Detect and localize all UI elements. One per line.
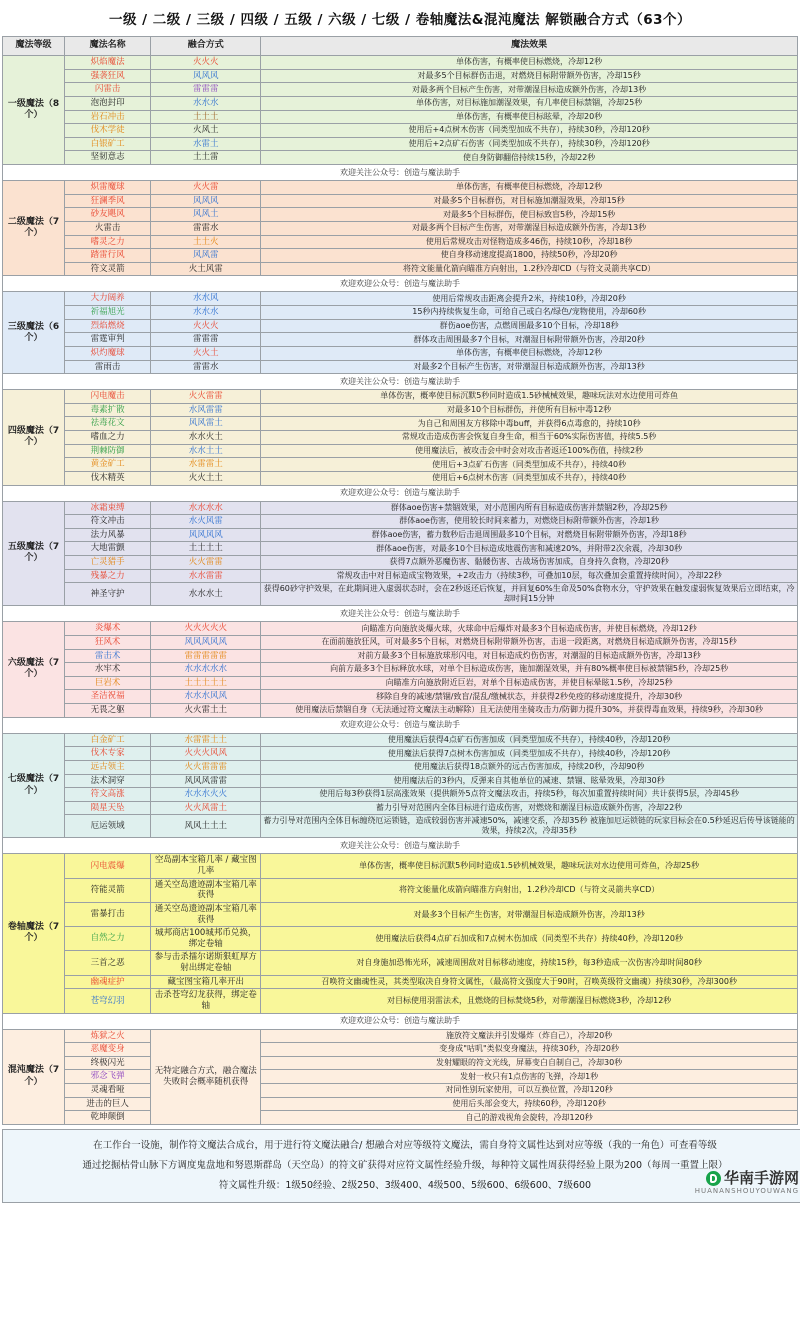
magic-effect: 向瞄准方向施放附近巨岩，对单个目标造成伤害，并使目标晕眩1.5秒，冷却25秒 — [261, 676, 798, 690]
table-row — [3, 733, 798, 747]
magic-effect: 对最多10个目标群伤，并使所有目标中毒12秒 — [261, 403, 798, 417]
table-row — [3, 124, 798, 138]
magic-name: 圣洁祝福 — [65, 690, 151, 704]
magic-effect: 对最多5个目标群伤击退，对燃烧目标附带额外伤害，冷却15秒 — [261, 69, 798, 83]
fusion-method: 雷雷水 — [151, 360, 261, 374]
fusion-method: 藏宝图宝箱几率开出 — [151, 975, 261, 989]
fusion-method: 土土土土 — [151, 542, 261, 556]
magic-name: 符文高涨 — [65, 788, 151, 802]
magic-effect: 对最多2个目标产生伤害，对带潮湿目标造成额外伤害，冷却13秒 — [261, 360, 798, 374]
fusion-method: 土土土 — [151, 110, 261, 124]
fusion-method: 火火土 — [151, 346, 261, 360]
magic-effect: 使用后每3秒获得1层高涨效果（提供额外5点符文魔法攻击，持续5秒，每次加重置持续时间）共计获得5层，冷却45秒 — [261, 788, 798, 802]
table-row — [3, 690, 798, 704]
table-row — [3, 774, 798, 788]
watermark-title: 华南手游网 — [695, 1169, 799, 1188]
magic-effect: 对最多5个目标群伤，使目标致盲5秒，冷却15秒 — [261, 208, 798, 222]
table-row — [3, 417, 798, 431]
promo-row — [3, 1013, 798, 1029]
table-row — [3, 346, 798, 360]
magic-effect: 发射耀眼的符文光线，屏幕变白自制自己，冷却30秒 — [261, 1056, 798, 1070]
fusion-method: 水水水风风 — [151, 690, 261, 704]
magic-name: 伐木专家 — [65, 747, 151, 761]
page-title: 一级 / 二级 / 三级 / 四级 / 五级 / 六级 / 七级 / 卷轴魔法&混沌魔法 解锁融合方式（63个） — [108, 12, 692, 28]
level-cell: 一级魔法（8个） — [3, 56, 65, 165]
promo-row — [3, 374, 798, 390]
fusion-method: 雷雷水 — [151, 221, 261, 235]
level-cell: 七级魔法（7个） — [3, 733, 65, 838]
magic-name: 岩石冲击 — [65, 110, 151, 124]
promo-row — [3, 485, 798, 501]
fusion-method: 风风风风风 — [151, 635, 261, 649]
table-row — [3, 262, 798, 276]
table-row — [3, 96, 798, 110]
fusion-method: 火火火风风 — [151, 747, 261, 761]
magic-effect: 使用魔法后的3秒内，反弹来自其他单位的减速、禁锢、眩晕效果，冷却30秒 — [261, 774, 798, 788]
magic-effect: 将符文能量化成箭向瞄准方向射出，1.2秒冷却CD（与符文灵箭共享CD） — [261, 878, 798, 902]
magic-effect: 使用后常规攻击距离会提升2米，持续10秒，冷却20秒 — [261, 292, 798, 306]
table-row — [3, 151, 798, 165]
fusion-method: 水火风雷 — [151, 515, 261, 529]
magic-name: 烈焰燃烧 — [65, 319, 151, 333]
magic-name: 厄运领域 — [65, 815, 151, 838]
magic-effect: 群体攻击周围最多7个目标，对潮湿目标附带额外伤害，冷却20秒 — [261, 333, 798, 347]
fusion-method: 水水水 — [151, 306, 261, 320]
magic-effect: 对最多两个目标产生伤害，对带潮湿目标造成额外伤害，冷却13秒 — [261, 83, 798, 97]
promo-text: 欢迎欢迎公众号：创造与魔法助手 — [3, 276, 798, 292]
fusion-method: 参与击杀擂尔诺斯狠虹厚方射出绑定卷轴 — [151, 951, 261, 975]
magic-effect: 使用魔法后获得4点矿石加成和7点树木伤加成（同类型不共存）持续40秒，冷却120秒 — [261, 927, 798, 951]
table-row — [3, 583, 798, 606]
magic-effect: 群体aoe伤害+禁锢效果，对小范围内所有目标造成伤害并禁锢2秒，冷却25秒 — [261, 501, 798, 515]
promo-row — [3, 838, 798, 854]
table-row — [3, 1043, 798, 1057]
promo-row — [3, 165, 798, 181]
watermark-subtitle: HUANANSHOUYOUWANG — [694, 1187, 799, 1196]
magic-name: 闪雷击 — [65, 83, 151, 97]
fusion-method: 水水水火火 — [151, 788, 261, 802]
magic-effect: 群体aoe伤害，使用较长时间来蓄力，对燃烧目标附带额外伤害，冷却1秒 — [261, 515, 798, 529]
magic-effect: 蓄力引导对范围内全体目标缠绕厄运锁链，造成较弱伤害并减速50%，减速交系，冷却35秒 被施加厄运锁链的玩家目标会在0.5秒延迟后传导该链能的效果，持续2次，冷却35秒 — [261, 815, 798, 838]
fusion-method: 无特定融合方式，融合魔法失败时会概率随机获得 — [151, 1029, 261, 1124]
magic-name: 伐木精英 — [65, 471, 151, 485]
fusion-method: 火火火火火 — [151, 622, 261, 636]
table-row — [3, 444, 798, 458]
fusion-method: 风风土土土 — [151, 815, 261, 838]
table-row — [3, 542, 798, 556]
table-row — [3, 458, 798, 472]
promo-row — [3, 606, 798, 622]
watermark — [695, 1168, 799, 1198]
fusion-method: 城邦商店100城邦币兑换，绑定卷轴 — [151, 927, 261, 951]
magic-effect: 15秒内持续恢复生命，可给自己或白名/绿色/宠物使用，冷却60秒 — [261, 306, 798, 320]
table-row — [3, 501, 798, 515]
table-row — [3, 760, 798, 774]
fusion-method: 水水风 — [151, 292, 261, 306]
magic-name: 乾坤颠倒 — [65, 1111, 151, 1125]
table-row — [3, 471, 798, 485]
magic-effect: 发射一枚只有1点伤害的飞弹，冷却1秒 — [261, 1070, 798, 1084]
magic-effect: 使用后+4点树木伤害（同类型加成不共存），持续30秒，冷却120秒 — [261, 124, 798, 138]
magic-effect: 单体伤害，有概率使目标燃烧，冷却12秒 — [261, 181, 798, 195]
fusion-method: 通关空岛遗迹副本宝箱几率获得 — [151, 902, 261, 926]
magic-name: 毒素扩散 — [65, 403, 151, 417]
fusion-method: 水水土土 — [151, 444, 261, 458]
table-row — [3, 1097, 798, 1111]
table-row — [3, 902, 798, 926]
magic-effect: 获得60砂守护效果，在此期间进入虚弱状态时，会在2秒返还后恢复，并回复60%生命及50%食物水分，守护效果在触发虚弱恢复效果后立即结束，冷却时间15分钟 — [261, 583, 798, 606]
footer-notes — [2, 1129, 800, 1203]
fusion-method: 通关空岛遗迹副本宝箱几率获得 — [151, 878, 261, 902]
table-row — [3, 110, 798, 124]
magic-name: 踏雷行风 — [65, 249, 151, 263]
magic-name: 符文冲击 — [65, 515, 151, 529]
footer-line-3: 符文属性升级：1级50经验、2级250、3级400、4级500、5级600、6级600、7级600 — [218, 1179, 592, 1191]
magic-name: 陨星天坠 — [65, 801, 151, 815]
fusion-method: 雷雷雷 — [151, 83, 261, 97]
table-row — [3, 951, 798, 975]
fusion-method: 风风风 — [151, 194, 261, 208]
level-cell: 六级魔法（7个） — [3, 622, 65, 717]
magic-name: 进击的巨人 — [65, 1097, 151, 1111]
magic-effect: 将符文能量化箭向瞄准方向射出，1.2秒冷却CD（与符文灵箭共享CD） — [261, 262, 798, 276]
magic-name: 雷击术 — [65, 649, 151, 663]
magic-effect: 召唤符文幽魂性灵，其类型取决自身符文属性，（最高符文强度大于90时，召唤英级符文幽魂）持续30秒，冷却300秒 — [261, 975, 798, 989]
magic-name: 终极闪光 — [65, 1056, 151, 1070]
magic-name: 残暴之力 — [65, 569, 151, 583]
table-row — [3, 1056, 798, 1070]
fusion-method: 火火火 — [151, 56, 261, 70]
magic-effect: 使用后头部会变大，持续60秒，冷却120秒 — [261, 1097, 798, 1111]
level-cell: 四级魔法（7个） — [3, 390, 65, 485]
table-row — [3, 333, 798, 347]
table-row — [3, 663, 798, 677]
promo-text: 欢迎欢迎公众号：创造与魔法助手 — [3, 1013, 798, 1029]
fusion-method: 土土雷 — [151, 151, 261, 165]
table-row — [3, 360, 798, 374]
table-row — [3, 569, 798, 583]
magic-effect: 单体伤害，有概率使目标眩晕，冷却20秒 — [261, 110, 798, 124]
fusion-method: 水水水水水 — [151, 663, 261, 677]
fusion-method: 风风雷土 — [151, 417, 261, 431]
magic-effect: 使用魔法后获得18点额外的远古伤害加成，持续20秒，冷却90秒 — [261, 760, 798, 774]
magic-name: 水牢术 — [65, 663, 151, 677]
magic-effect: 在面前施放狂风，可对最多5个目标，对燃烧目标附带额外伤害，击退一段距离，对燃烧目标造成额外伤害，冷却15秒 — [261, 635, 798, 649]
fusion-method: 水水水水 — [151, 501, 261, 515]
magic-effect: 对目标使用羽雷法术，且燃烧的目标焚烧5秒，对带潮湿目标燃烧3秒，冷却12秒 — [261, 989, 798, 1013]
table-row — [3, 528, 798, 542]
magic-name: 灵魂看哑 — [65, 1084, 151, 1098]
table-row — [3, 515, 798, 529]
fusion-method: 土土土土土 — [151, 676, 261, 690]
magic-effect: 移除自身的减速/禁锢/致盲/混乱/缴械状态，并获得2秒免疫的移动速度提升，冷却30秒 — [261, 690, 798, 704]
magic-name: 法术洞穿 — [65, 774, 151, 788]
table-header-row — [3, 37, 798, 56]
magic-effect: 向前方最多3个目标释放水球，对单个目标造成伤害，施加潮湿效果，并有80%概率使目标被禁锢5秒，冷却25秒 — [261, 663, 798, 677]
table-row — [3, 927, 798, 951]
magic-effect: 常规攻击造成伤害会恢复自身生命，相当于60%实际伤害值，持续5.5秒 — [261, 431, 798, 445]
magic-effect: 向瞄准方向施放炎爆火球，火球命中后爆炸对最多3个目标造成伤害，并使目标燃烧，冷却12秒 — [261, 622, 798, 636]
magic-name: 闪电震爆 — [65, 854, 151, 878]
magic-name: 法力风暴 — [65, 528, 151, 542]
magic-name: 祈福旭光 — [65, 306, 151, 320]
magic-name: 冰霜束缚 — [65, 501, 151, 515]
magic-effect: 单体伤害，有概率使目标燃烧，冷却12秒 — [261, 56, 798, 70]
table-row — [3, 649, 798, 663]
magic-name: 炼狱之火 — [65, 1029, 151, 1043]
magic-name: 三首之恶 — [65, 951, 151, 975]
magic-name: 祛毒花文 — [65, 417, 151, 431]
fusion-method: 空岛副本宝箱几率 / 藏宝图几率 — [151, 854, 261, 878]
magic-name: 炎爆术 — [65, 622, 151, 636]
magic-name: 雷雨击 — [65, 360, 151, 374]
table-row — [3, 403, 798, 417]
magic-name: 伐木学徒 — [65, 124, 151, 138]
magic-effect: 群体aoe伤害，对最多10个目标造成地震伤害和减速20%，并附带2次余震，冷却30秒 — [261, 542, 798, 556]
column-header-1: 魔法名称 — [65, 37, 151, 56]
promo-text: 欢迎关注公众号：创造与魔法助手 — [3, 838, 798, 854]
magic-name: 炽焰魔法 — [65, 56, 151, 70]
level-cell: 五级魔法（7个） — [3, 501, 65, 606]
magic-name: 火雷击 — [65, 221, 151, 235]
fusion-method: 击杀苍穹幻龙获得，绑定卷轴 — [151, 989, 261, 1013]
magic-name: 邪念飞弹 — [65, 1070, 151, 1084]
table-row — [3, 1084, 798, 1098]
promo-row — [3, 276, 798, 292]
magic-name: 符能灵箭 — [65, 878, 151, 902]
table-row — [3, 854, 798, 878]
fusion-method: 水水水土 — [151, 583, 261, 606]
fusion-method: 风风雷 — [151, 249, 261, 263]
table-row — [3, 622, 798, 636]
magic-effect: 施放符文魔法并引发爆炸（炸自己），冷却20秒 — [261, 1029, 798, 1043]
column-header-0: 魔法等级 — [3, 37, 65, 56]
fusion-method: 火火雷雷雷 — [151, 760, 261, 774]
level-cell: 混沌魔法（7个） — [3, 1029, 65, 1124]
magic-name: 砂友飓风 — [65, 208, 151, 222]
magic-name: 白银矿工 — [65, 137, 151, 151]
magic-name: 黄金矿工 — [65, 458, 151, 472]
table-row — [3, 676, 798, 690]
table-row — [3, 137, 798, 151]
magic-effect: 使用后+3点矿石伤害（同类型加成不共存），持续40秒 — [261, 458, 798, 472]
fusion-method: 火火雷雷 — [151, 556, 261, 570]
table-row — [3, 69, 798, 83]
table-row — [3, 292, 798, 306]
magic-name: 嗜灵之力 — [65, 235, 151, 249]
magic-name: 炽雷魔球 — [65, 181, 151, 195]
table-row — [3, 181, 798, 195]
promo-text: 欢迎关注公众号：创造与魔法助手 — [3, 606, 798, 622]
fusion-method: 火火土土 — [151, 471, 261, 485]
magic-name: 白金矿工 — [65, 733, 151, 747]
table-row — [3, 556, 798, 570]
promo-text: 欢迎欢迎公众号：创造与魔法助手 — [3, 485, 798, 501]
magic-name: 雷霆审判 — [65, 333, 151, 347]
magic-effect: 对同性别玩家使用，可以互换位置，冷却120秒 — [261, 1084, 798, 1098]
table-row — [3, 306, 798, 320]
level-cell: 三级魔法（6个） — [3, 292, 65, 374]
table-row — [3, 989, 798, 1013]
magic-effect: 使自身防御翻倍持续15秒，冷却22秒 — [261, 151, 798, 165]
promo-text: 欢迎欢迎公众号：创造与魔法助手 — [3, 717, 798, 733]
footer-line-1: 在工作台一设施，制作符文魔法合成台，用于进行符文魔法融合/ 想融合对应等级符文魔法，需自身符文属性达到对应等级（我的一角色）可查看等级 — [93, 1139, 717, 1151]
table-row — [3, 56, 798, 70]
magic-name: 苍穹幻羽 — [65, 989, 151, 1013]
magic-name: 炽灼魔球 — [65, 346, 151, 360]
fusion-method: 风风土 — [151, 208, 261, 222]
magic-name: 闪电魔击 — [65, 390, 151, 404]
fusion-method: 水水水 — [151, 96, 261, 110]
fusion-method: 风风风风 — [151, 528, 261, 542]
magic-effect: 对最多5个目标群伤，对目标施加潮湿效果，冷却15秒 — [261, 194, 798, 208]
magic-name: 巨岩术 — [65, 676, 151, 690]
fusion-method: 水雷雷土 — [151, 458, 261, 472]
magic-effect: 使用魔法后，被攻击会中时会对攻击者返还100%伤值，持续2秒 — [261, 444, 798, 458]
magic-effect: 常规攻击中对目标造成宝物效果，+2攻击力（持续3秒，可叠加10层，每次叠加会重置持续时间），冷却22秒 — [261, 569, 798, 583]
fusion-method: 火火火 — [151, 319, 261, 333]
table-row — [3, 1070, 798, 1084]
magic-name: 强袭狂风 — [65, 69, 151, 83]
magic-effect: 使用后+2点矿石伤害（同类型加成不共存），持续30秒，冷却120秒 — [261, 137, 798, 151]
fusion-method: 火火雷雷 — [151, 390, 261, 404]
table-row — [3, 249, 798, 263]
table-row — [3, 221, 798, 235]
fusion-method: 火风土 — [151, 124, 261, 138]
magic-effect: 使用魔法后获得7点树木伤害加成（同类型加成不共存），持续40秒，冷却120秒 — [261, 747, 798, 761]
fusion-method: 风风风雷雷 — [151, 774, 261, 788]
fusion-method: 水雷雷土土 — [151, 733, 261, 747]
magic-effect: 单体伤害，概率使目标沉默5秒同时造成1.5砂机械效果，趣味玩法对水边使用可炸鱼，冷却25秒 — [261, 854, 798, 878]
magic-effect: 变身成"咕叽"类似变身魔法，持续30秒，冷却20秒 — [261, 1043, 798, 1057]
magic-name: 荆棘防御 — [65, 444, 151, 458]
magic-effect: 为自己和周围友方移除中毒buff，并获得6点毒愈的，持续10秒 — [261, 417, 798, 431]
fusion-method: 雷雷雷雷雷 — [151, 649, 261, 663]
table-row — [3, 83, 798, 97]
magic-effect: 蓄力引导对范围内全体目标进行造成伤害，对燃烧和潮湿目标造成额外伤害，冷却22秒 — [261, 801, 798, 815]
table-row — [3, 704, 798, 718]
fusion-method: 火土风雷 — [151, 262, 261, 276]
table-row — [3, 747, 798, 761]
table-row — [3, 878, 798, 902]
magic-effect: 对最多3个目标产生伤害，对带潮湿目标造成额外伤害，冷却13秒 — [261, 902, 798, 926]
magic-name: 无畏之躯 — [65, 704, 151, 718]
table-row — [3, 235, 798, 249]
table-row — [3, 208, 798, 222]
magic-effect: 使自身移动速度提高1800，持续50秒，冷却20秒 — [261, 249, 798, 263]
leaf-icon — [706, 1171, 721, 1186]
magic-name: 亡灵猎手 — [65, 556, 151, 570]
magic-name: 符文灵箭 — [65, 262, 151, 276]
fusion-method: 土土火 — [151, 235, 261, 249]
magic-effect: 单体伤害，概率使目标沉默5秒同时造成1.5砂械械效果，趣味玩法对水边使用可炸鱼 — [261, 390, 798, 404]
fusion-method: 火火风雷土 — [151, 801, 261, 815]
magic-effect: 对前方最多3个目标施放球形闪电，对目标造成灼伤伤害，对潮湿的目标造成额外伤害，冷却13秒 — [261, 649, 798, 663]
magic-effect: 使用后+6点树木伤害（同类型加成不共存），持续40秒 — [261, 471, 798, 485]
fusion-method: 水水火土 — [151, 431, 261, 445]
magic-name: 远古领主 — [65, 760, 151, 774]
magic-name: 狂澜季风 — [65, 194, 151, 208]
table-row — [3, 1111, 798, 1125]
magic-effect: 自己的游戏视角会旋转，冷却120秒 — [261, 1111, 798, 1125]
magic-name: 幽魂症护 — [65, 975, 151, 989]
table-row — [3, 319, 798, 333]
table-row — [3, 1029, 798, 1043]
fusion-method: 水水雷雷 — [151, 569, 261, 583]
promo-row — [3, 717, 798, 733]
fusion-method: 水雷土 — [151, 137, 261, 151]
magic-effect: 对最多两个目标产生伤害，对带潮湿目标造成额外伤害，冷却13秒 — [261, 221, 798, 235]
fusion-method: 水风雷雷 — [151, 403, 261, 417]
magic-name: 泡泡封印 — [65, 96, 151, 110]
magic-effect: 对自身施加恐怖光环，减速周围敌对目标移动速度，持续15秒，每3秒造成一次伤害冷却时间80秒 — [261, 951, 798, 975]
table-row — [3, 801, 798, 815]
table-row — [3, 635, 798, 649]
column-header-3: 魔法效果 — [261, 37, 798, 56]
table-row — [3, 788, 798, 802]
footer-line-2: 通过挖掘枯骨山脉下方调度鬼盘地和努恩斯群岛（天空岛）的符文矿获得对应符文属性经验升级，每种符文属性周获得经验上限为200（每周一重置上限） — [82, 1159, 728, 1171]
magic-effect: 获得7点额外恶魔伤害、骷髅伤害、古战场伤害加成，自身持久食物，冷却20秒 — [261, 556, 798, 570]
table-row — [3, 390, 798, 404]
level-cell: 二级魔法（7个） — [3, 181, 65, 276]
magic-effect: 群伤aoe伤害，点燃周围最多10个目标，冷却18秒 — [261, 319, 798, 333]
magic-effect: 使用魔法后禁锢自身（无法通过符文魔法主动解除）且无法使用坐骑攻击力/防御力提升30%，并获得毒血效果，持续9秒，冷却30秒 — [261, 704, 798, 718]
magic-effect: 使用魔法后获得4点矿石伤害加成（同类型加成不共存），持续40秒，冷却120秒 — [261, 733, 798, 747]
magic-name: 恶魔变身 — [65, 1043, 151, 1057]
magic-effect: 单体伤害，对目标施加潮湿效果，有几率使目标禁锢，冷却25秒 — [261, 96, 798, 110]
magic-effect: 单体伤害，有概率使目标燃烧，冷却12秒 — [261, 346, 798, 360]
magic-name: 自然之力 — [65, 927, 151, 951]
magic-effect: 使用后常规攻击对怪物造成多46伤，持续10秒，冷却18秒 — [261, 235, 798, 249]
magic-table — [2, 36, 798, 1125]
fusion-method: 雷雷雷 — [151, 333, 261, 347]
magic-name: 雷暴打击 — [65, 902, 151, 926]
magic-effect: 群体aoe伤害，蓄力数秒后击退周围最多10个目标，对燃烧目标附带额外伤害，冷却18秒 — [261, 528, 798, 542]
magic-name: 大力阔养 — [65, 292, 151, 306]
table-row — [3, 194, 798, 208]
magic-name: 神圣守护 — [65, 583, 151, 606]
column-header-2: 融合方式 — [151, 37, 261, 56]
fusion-method: 火火雷 — [151, 181, 261, 195]
table-row — [3, 431, 798, 445]
magic-name: 狂风术 — [65, 635, 151, 649]
table-row — [3, 815, 798, 838]
promo-text: 欢迎关注公众号：创造与魔法助手 — [3, 165, 798, 181]
magic-name: 嗜血之力 — [65, 431, 151, 445]
magic-name: 大地雷颤 — [65, 542, 151, 556]
promo-text: 欢迎关注公众号：创造与魔法助手 — [3, 374, 798, 390]
fusion-method: 火火雷土土 — [151, 704, 261, 718]
fusion-method: 风风风 — [151, 69, 261, 83]
table-row — [3, 975, 798, 989]
magic-name: 坚韧意志 — [65, 151, 151, 165]
level-cell: 卷轴魔法（7个） — [3, 854, 65, 1013]
